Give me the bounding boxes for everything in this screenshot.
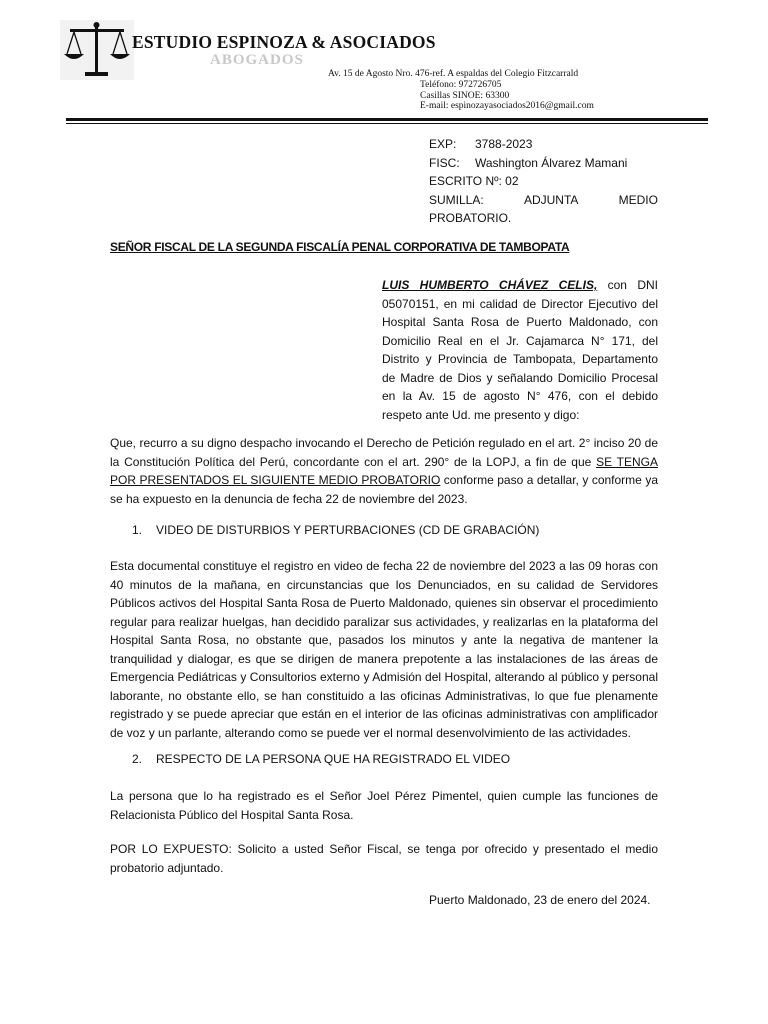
fisc-row xyxy=(429,154,658,173)
firm-email: E-mail: espinozayasociados2016@gmail.com xyxy=(420,101,594,111)
fisc-value: Washington Álvarez Mamani xyxy=(475,155,628,170)
scales-of-justice-icon xyxy=(60,20,134,80)
letterhead-divider xyxy=(66,118,708,121)
petitioner-name: LUIS HUMBERTO CHÁVEZ CELIS, xyxy=(382,278,598,292)
petition-text-after: conforme paso a detallar, y conforme ya se ha expuesto en la denuncia de fecha 22 de noviembre del 2023. xyxy=(110,473,658,506)
firm-address: Av. 15 de Agosto Nro. 476-ref. A espaldas del Colegio Fitzcarrald xyxy=(328,69,579,79)
case-metadata xyxy=(429,135,658,228)
section-2-heading xyxy=(132,752,510,766)
exp-value: 3788-2023 xyxy=(475,137,533,151)
sumilla-row xyxy=(429,191,658,210)
letterhead xyxy=(60,20,710,120)
closing-date: Puerto Maldonado, 23 de enero del 2024. xyxy=(429,893,651,907)
section-1-title: VIDEO DE DISTURBIOS Y PERTURBACIONES (CD DE GRABACIÓN) xyxy=(156,523,540,537)
section-1-number: 1. xyxy=(132,523,143,537)
section-1-body: Esta documental constituye el registro en video de fecha 22 de noviembre del 2023 a las 09 horas con 40 minutos de la mañana, en circunstancias que los Denunciados, en su calidad de Servidores Públicos activos del Hospital Santa Rosa de Puerto Maldonado, quienes sin observar el procedimiento regular para realizar huelgas, han decidido paralizar sus actividades, y realizarlas en la plataforma del Hospital Santa Rosa, no obstante que, pasados los minutos y ante la negativa de mantener la tranquilidad y dialogar, es que se dirigen de manera prepotente a las instalaciones de las áreas de Emergencia Pediátricas y Consultorios externo y Admisión del Hospital, alterando al público y personal laborante, no obstante ello, se han constituido a las oficinas Administrativas, lo que fue plenamente registrado y se puede apreciar que están en el interior de las oficinas administrativas con amplificador de voz y un parlante, alterando como se puede ver el normal desenvolvimiento de las actividades. xyxy=(110,559,658,740)
exp-row xyxy=(429,135,658,154)
escrito-number: ESCRITO Nº: 02 xyxy=(429,174,519,188)
section-2-title: RESPECTO DE LA PERSONA QUE HA REGISTRADO EL VIDEO xyxy=(156,752,511,766)
firm-subtitle: ABOGADOS xyxy=(210,52,304,68)
intro-text: con DNI 05070151, en mi calidad de Director Ejecutivo del Hospital Santa Rosa de Puerto Maldonado, con Domicilio Real en el Jr. Cajamarca N° 171, del Distrito y Provincia de Tambopata, Departamento de Madre de Dios y señalando Domicilio Procesal en la Av. 15 de agosto N° 476, con el debido respeto ante Ud. me presento y digo: xyxy=(382,278,658,422)
petition-underlined: SE TENGA POR PRESENTADOS EL SIGUIENTE MEDIO PROBATORIO xyxy=(110,454,658,487)
petition-paragraph xyxy=(110,434,658,508)
petition-text-before: Que, recurro a su digno despacho invocando el Derecho de Petición regulado en el art. 2° inciso 20 de la Constitución Política del Perú, concordante con el art. 290° de la LOPJ, a fin de que xyxy=(110,436,658,469)
section-2-body: La persona que lo ha registrado es el Señor Joel Pérez Pimentel, quien cumple las funciones de Relacionista Público del Hospital Santa Rosa. xyxy=(110,789,658,822)
sumilla-word-1: ADJUNTA xyxy=(523,192,579,207)
firm-name: ESTUDIO ESPINOZA & ASOCIADOS xyxy=(132,32,436,52)
conclusion-paragraph: POR LO EXPUESTO: Solicito a usted Señor Fiscal, se tenga por ofrecido y presentado el medio probatorio adjuntado. xyxy=(110,842,658,875)
sumilla-line-2: PROBATORIO. xyxy=(429,211,512,225)
intro-paragraph xyxy=(382,276,658,424)
section-1-heading xyxy=(132,523,539,537)
section-2-number: 2. xyxy=(132,752,143,766)
fisc-label: FISC: xyxy=(429,155,460,170)
sumilla-label: SUMILLA: xyxy=(429,192,484,207)
exp-label: EXP: xyxy=(429,137,457,151)
firm-phone: Teléfono: 972726705 xyxy=(420,80,502,90)
letterhead-divider-thin xyxy=(66,123,708,124)
firm-casillas: Casillas SINOE: 63300 xyxy=(420,91,510,101)
sumilla-word-2: MEDIO xyxy=(618,192,658,207)
addressee: SEÑOR FISCAL DE LA SEGUNDA FISCALÍA PENAL CORPORATIVA DE TAMBOPATA xyxy=(110,240,570,254)
